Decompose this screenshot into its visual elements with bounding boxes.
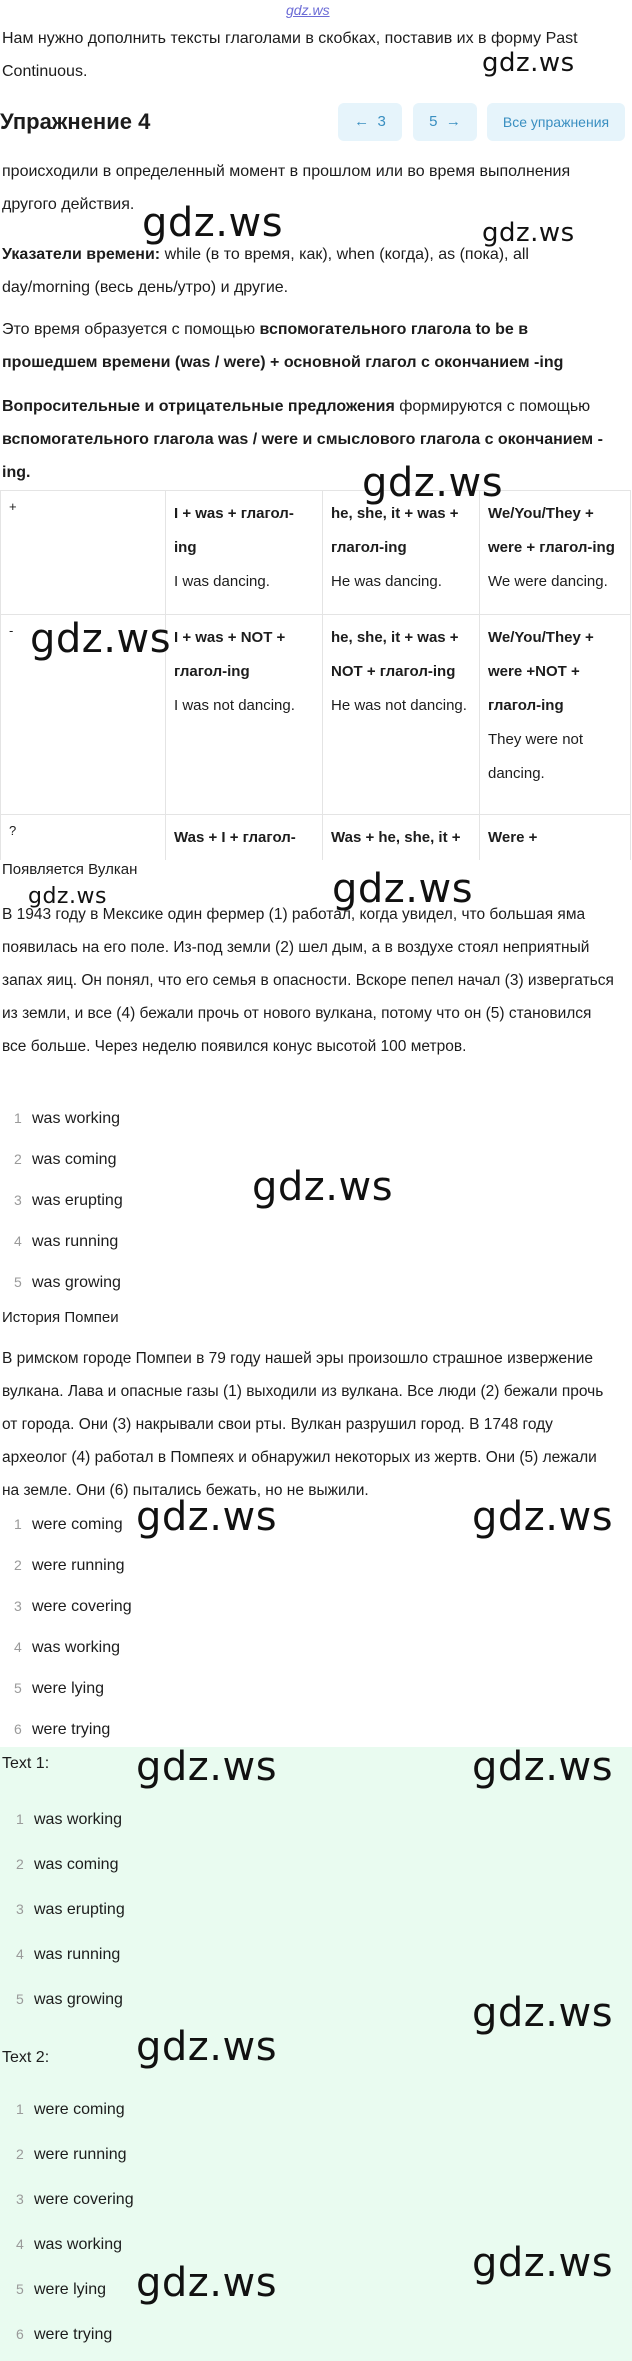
text2-body: В римском городе Помпеи в 79 году нашей эры произошло страшное извержение вулкана. Лава и опасные газы (1) выходили из вулкана. Все люди (2) бежали прочь от города. Они (3) накрывали свои рты. Вулкан разрушил город. В 1748 году археолог (4) работал в Помпеях и обнаружил некоторых из жертв. Они (5) лежали на земле. Они (6) пытались бежать, но не выжили. [2,1350,604,1499]
all-exercises-button[interactable]: Все упражнения [487,103,625,141]
list-item: 3 were covering [14,1598,132,1615]
watermark: gdz.ws [28,884,107,909]
watermark: gdz.ws [30,616,172,662]
list-item: 6 were trying [16,2326,113,2343]
formation-rule: Это время образуется с помощью вспомогательного глагола to be в прошедшем времени (was / were) + основной глагол с окончанием -ing [2,321,564,371]
table-cell-symbol: ? [1,815,166,861]
list-item: 2 was coming [16,1856,119,1873]
list-item: 5 were lying [16,2281,107,2298]
list-item: 5 were lying [14,1680,105,1697]
list-item: 2 were running [16,2146,127,2163]
list-item: 4 was running [16,1946,121,1963]
list-item: 5 was growing [14,1274,121,1291]
list-item: 4 was working [16,2236,123,2253]
table-cell: We/You/They + were +NOT + глагол-ing They were not dancing. [480,615,631,815]
table-cell-symbol: + [1,491,166,615]
watermark: gdz.ws [472,1990,614,2036]
watermark: gdz.ws [136,2024,278,2070]
list-item: 3 was erupting [16,1901,125,1918]
text1-title: Появляется Вулкан [2,861,138,878]
table-cell: Was + he, she, it + [323,815,480,861]
watermark: gdz.ws [362,460,504,506]
list-item: 3 was erupting [14,1192,123,1209]
final-text1-answers [0,1797,620,2022]
watermark: gdz.ws [136,1494,278,1540]
table-cell: he, she, it + was + NOT + глагол-ing He was not dancing. [323,615,480,815]
watermark: gdz.ws [472,1494,614,1540]
table-cell: Were + [480,815,631,861]
text2-answers [0,1504,620,1750]
list-item: 2 was coming [14,1151,117,1168]
list-item: 1 were coming [14,1516,123,1533]
exercise-header [0,103,632,147]
table-cell: he, she, it + was + глагол-ing He was dancing. [323,491,480,615]
watermark: gdz.ws [142,200,284,246]
watermark: gdz.ws [482,218,575,248]
list-item: 4 was running [14,1233,119,1250]
arrow-left-icon: ← [354,113,370,130]
table-cell: We/You/They + were + глагол-ing We were dancing. [480,491,631,615]
instruction-text: Нам нужно дополнить тексты глаголами в скобках, поставив их в форму Past Continuous. [2,30,578,80]
theory-line: происходили в определенный момент в прошлом или во время выполнения другого действия. [2,163,571,213]
table-cell: I + was + NOT + глагол-ing I was not dancing. [166,615,323,815]
list-item: 4 was working [14,1639,121,1656]
site-logo[interactable]: gdz.ws [286,2,330,18]
text2-title: История Помпеи [2,1309,119,1326]
text1-label: Text 1: [2,1755,50,1772]
watermark: gdz.ws [472,1744,614,1790]
watermark: gdz.ws [332,866,474,912]
table-row [1,815,631,861]
questions-rule: Вопросительные и отрицательные предложения формируются с помощью вспомогательного глагола was / were и смыслового глагола с окончанием -ing. [2,398,603,481]
next-exercise-button[interactable]: 5 → [413,103,477,141]
exercise-title: Упражнение 4 [0,109,151,134]
text2-label: Text 2: [2,2049,50,2066]
watermark: gdz.ws [136,1744,278,1790]
table-cell: Was + I + глагол- [166,815,323,861]
list-item: 3 were covering [16,2191,134,2208]
table-cell: I + was + глагол-ing I was dancing. [166,491,323,615]
watermark: gdz.ws [136,2260,278,2306]
list-item: 5 was growing [16,1991,123,2008]
grammar-table [0,490,631,860]
grammar-table-container [0,490,632,860]
text1-body: В 1943 году в Мексике один фермер (1) работал, когда увидел, что большая яма появилась на его поле. Из-под земли (2) шел дым, а в воздухе стоял неприятный запах яиц. Он понял, что его семья в опасности. Вскоре пепел начал (3) извергаться из земли, и все (4) бежали прочь от нового вулкана, потому что он (5) становился все больше. Через неделю появился конус высотой 100 метров. [2,906,614,1055]
time-markers: Указатели времени: while (в то время, как), when (когда), as (пока), all day/morning (весь день/утро) и другие. [2,246,529,296]
table-cell-symbol: - [1,615,166,815]
list-item: 1 were coming [16,2101,125,2118]
watermark: gdz.ws [482,48,575,78]
list-item: 1 was working [14,1110,121,1127]
list-item: 6 were trying [14,1721,111,1738]
final-text2-answers [0,2087,620,2357]
watermark: gdz.ws [252,1164,394,1210]
prev-exercise-button[interactable]: ← 3 [338,103,402,141]
table-row [1,491,631,615]
watermark: gdz.ws [472,2240,614,2286]
list-item: 1 was working [16,1811,123,1828]
arrow-right-icon: → [445,113,461,130]
list-item: 2 were running [14,1557,125,1574]
